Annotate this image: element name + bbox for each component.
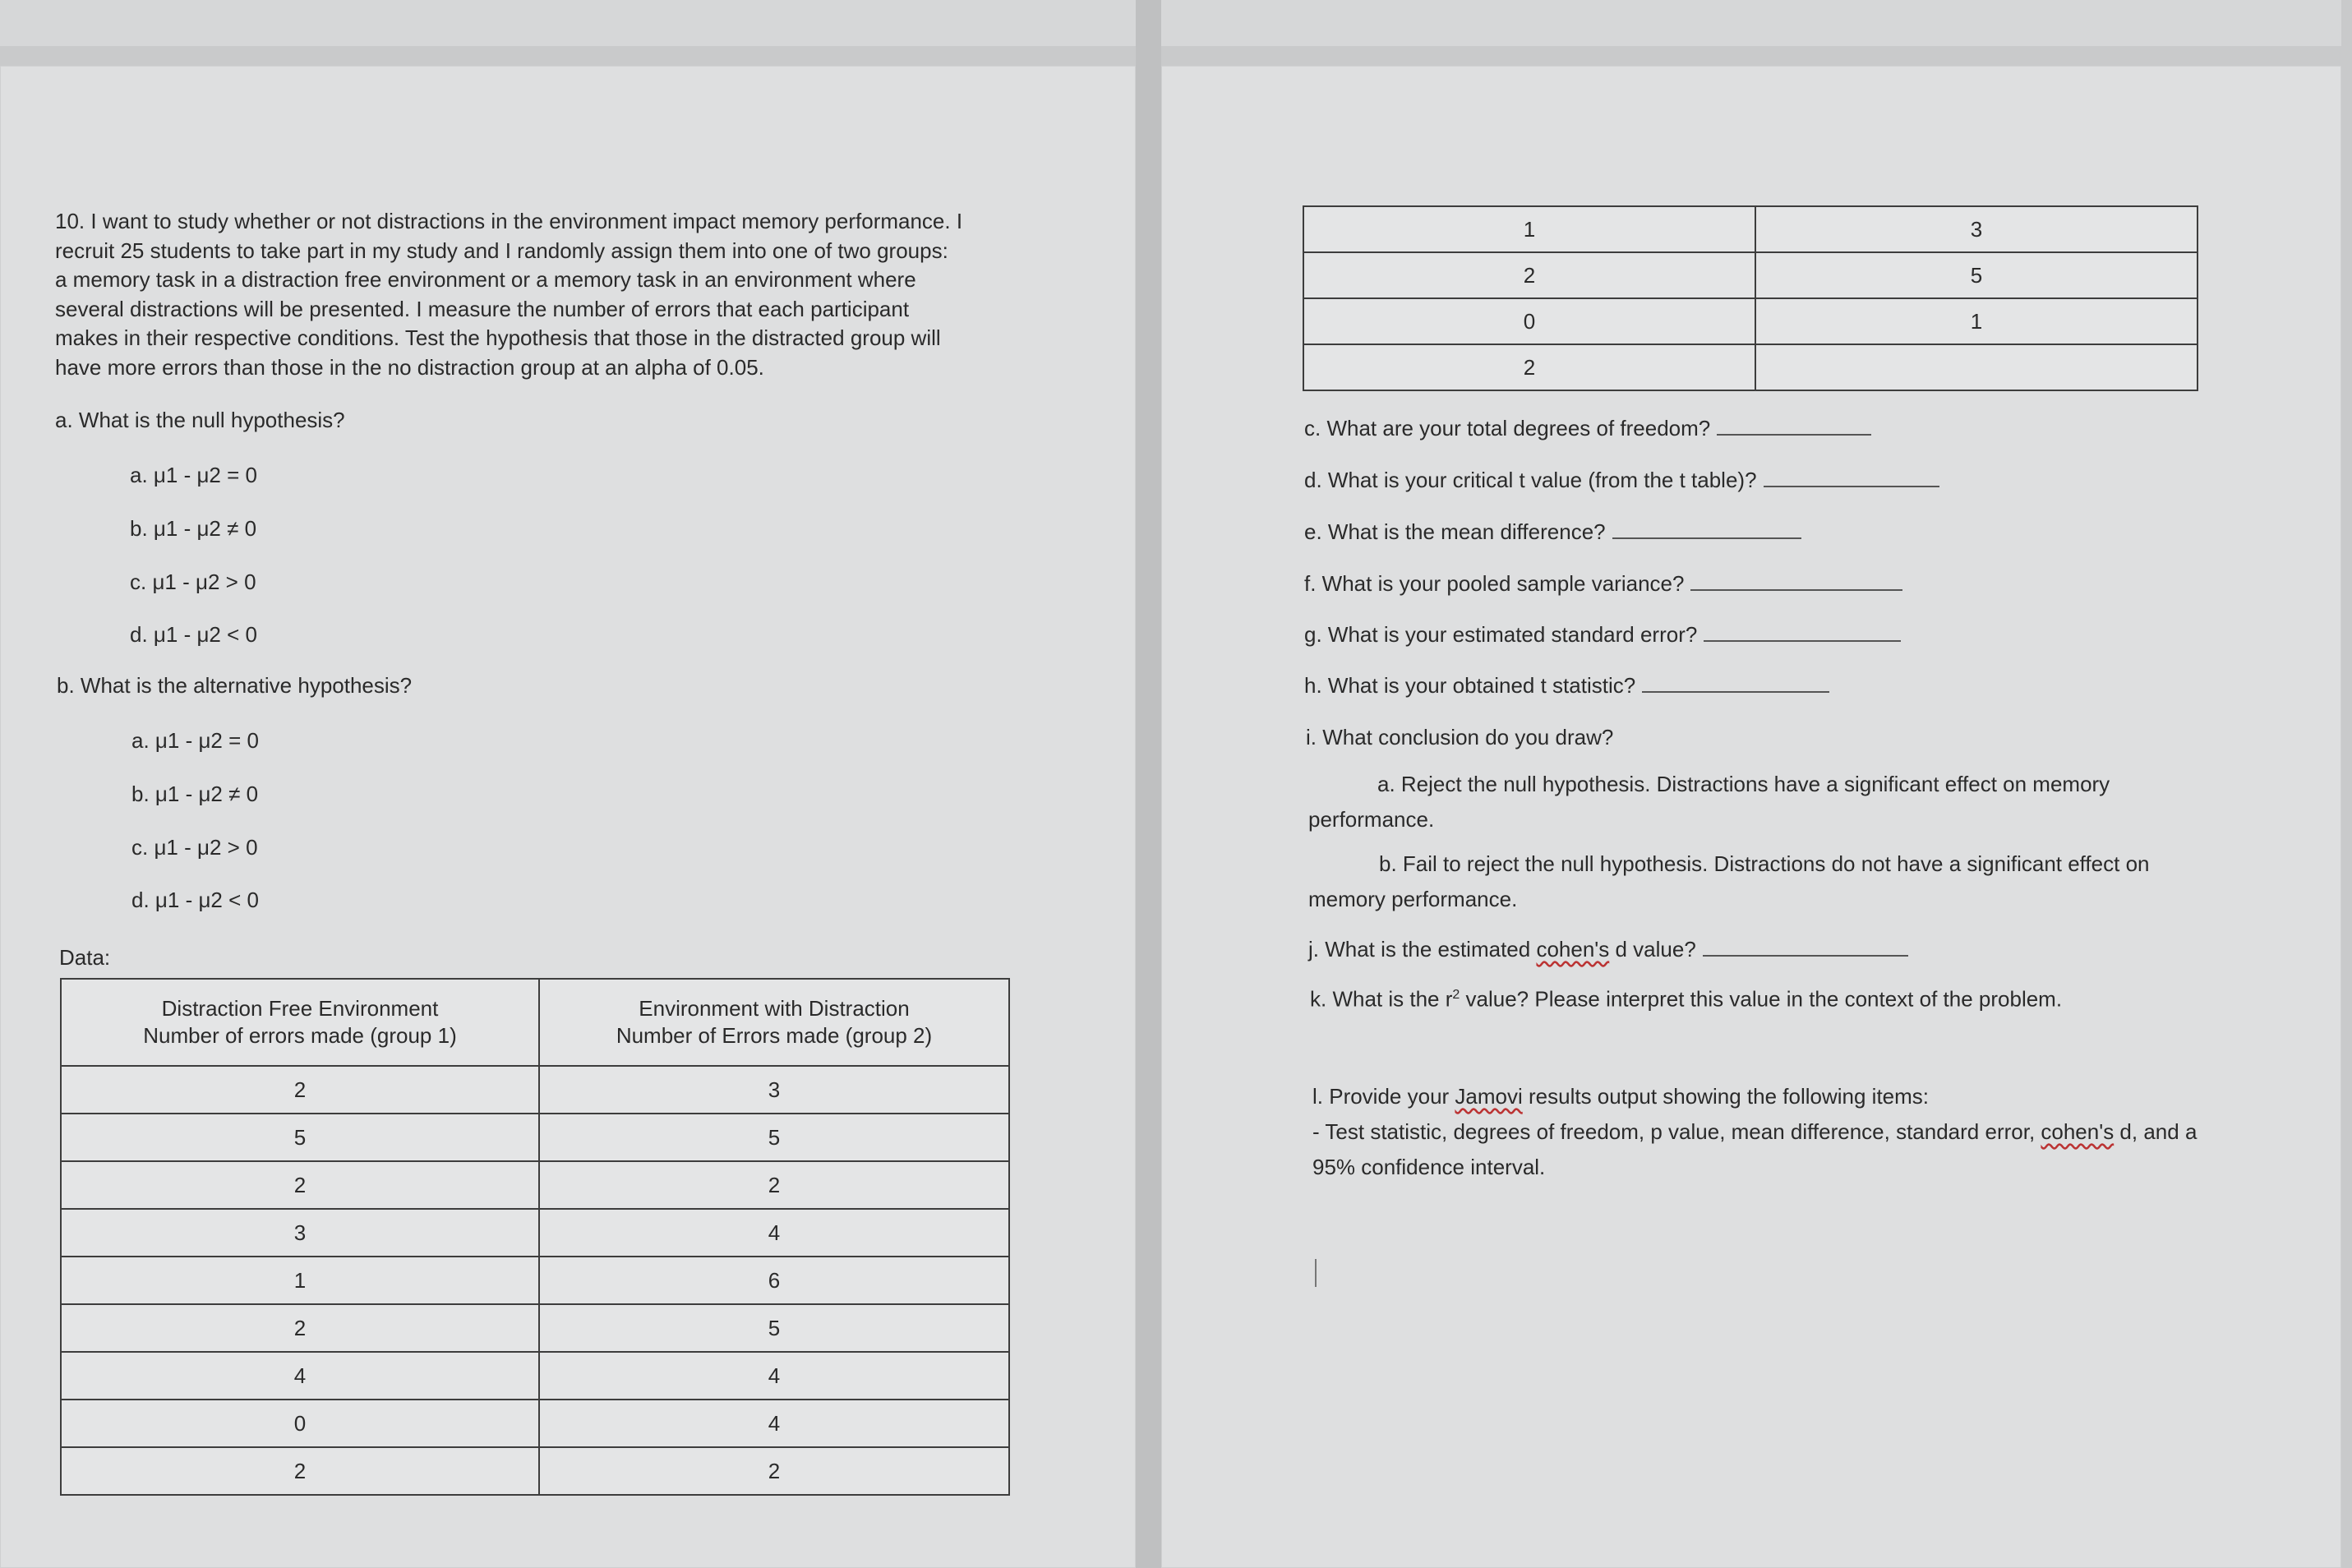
question-k-text: k. What is the r <box>1310 986 1453 1012</box>
right-page <box>1161 66 2341 1568</box>
conclusion-option-b-cont: memory performance. <box>1308 887 1518 911</box>
question-j <box>1308 935 1908 964</box>
table-row <box>61 1304 1009 1352</box>
continued-data-table <box>1303 205 2198 391</box>
part-a-option[interactable]: d. μ1 - μ2 < 0 <box>130 622 257 647</box>
part-b-option[interactable]: b. μ1 - μ2 ≠ 0 <box>131 782 259 806</box>
data-table <box>60 978 1010 1496</box>
intro-line: 10. I want to study whether or not distractions in the environment impact memory performance. I <box>55 209 963 233</box>
header-line: Number of Errors made (group 2) <box>616 1023 933 1048</box>
intro-line: several distractions will be presented. I measure the number of errors that each participant <box>55 296 910 321</box>
spellcheck-word: cohen's <box>1536 937 1610 962</box>
question-g-text: g. What is your estimated standard error? <box>1304 622 1698 647</box>
question-k-text-end: value? Please interpret this value in the context of the problem. <box>1460 986 2063 1012</box>
table-row <box>1303 206 2198 252</box>
part-b-option[interactable]: d. μ1 - μ2 < 0 <box>131 888 259 912</box>
table-row <box>61 1209 1009 1257</box>
question-f-text: f. What is your pooled sample variance? <box>1304 571 1685 596</box>
table-row <box>61 1400 1009 1447</box>
group2-cell <box>1755 344 2198 390</box>
part-a-option[interactable]: c. μ1 - μ2 > 0 <box>130 570 256 594</box>
answer-blank-f[interactable] <box>1690 589 1902 591</box>
group2-cell: 5 <box>539 1114 1009 1161</box>
text-cursor <box>1315 1259 1317 1287</box>
question-k <box>1310 980 2062 1014</box>
table-row <box>61 1352 1009 1400</box>
group2-cell: 3 <box>539 1066 1009 1114</box>
question-l-line2 <box>1312 1118 2197 1146</box>
group1-cell: 5 <box>61 1114 539 1161</box>
group2-cell: 5 <box>1755 252 2198 298</box>
question-d <box>1304 466 1939 495</box>
table-row <box>61 1114 1009 1161</box>
group1-cell: 4 <box>61 1352 539 1400</box>
group1-cell: 2 <box>61 1304 539 1352</box>
question-d-text: d. What is your critical t value (from the t table)? <box>1304 468 1757 492</box>
answer-blank-g[interactable] <box>1704 640 1901 642</box>
group2-cell: 4 <box>539 1400 1009 1447</box>
group2-cell: 5 <box>539 1304 1009 1352</box>
header-line: Environment with Distraction <box>639 996 910 1021</box>
answer-blank-j[interactable] <box>1703 955 1908 957</box>
question-l-text-end: results output showing the following items: <box>1522 1084 1930 1109</box>
question-intro <box>55 207 962 382</box>
group1-cell: 1 <box>61 1257 539 1304</box>
table-row <box>61 1066 1009 1114</box>
intro-line: recruit 25 students to take part in my study and I randomly assign them into one of two groups: <box>55 238 948 263</box>
question-l-line3: 95% confidence interval. <box>1312 1155 1546 1179</box>
question-j-text: j. What is the estimated <box>1308 937 1537 962</box>
header-line: Distraction Free Environment <box>161 996 439 1021</box>
group2-cell: 4 <box>539 1352 1009 1400</box>
group1-cell: 0 <box>61 1400 539 1447</box>
group1-header <box>61 979 539 1066</box>
table-row <box>61 1447 1009 1495</box>
answer-blank-d[interactable] <box>1764 486 1939 487</box>
superscript: 2 <box>1452 988 1460 1002</box>
data-label: Data: <box>59 945 111 970</box>
part-a-option[interactable]: b. μ1 - μ2 ≠ 0 <box>130 516 257 541</box>
table-header-row <box>61 979 1009 1066</box>
table-row <box>61 1257 1009 1304</box>
left-page <box>0 66 1136 1568</box>
group1-cell: 3 <box>61 1209 539 1257</box>
question-l-text: l. Provide your <box>1312 1084 1455 1109</box>
table-row <box>61 1161 1009 1209</box>
intro-line: have more errors than those in the no distraction group at an alpha of 0.05. <box>55 354 764 380</box>
conclusion-option-a[interactable]: a. Reject the null hypothesis. Distractions have a significant effect on memory <box>1377 772 2110 796</box>
question-g <box>1304 620 1901 649</box>
part-b-prompt: b. What is the alternative hypothesis? <box>57 673 413 698</box>
question-l-line2-text: - Test statistic, degrees of freedom, p value, mean difference, standard error, <box>1312 1119 2041 1144</box>
page-gutter <box>1136 0 1161 1568</box>
intro-line: makes in their respective conditions. Test the hypothesis that those in the distracted group will <box>55 325 941 350</box>
question-f <box>1304 570 1902 598</box>
question-h <box>1304 671 1829 700</box>
table-row <box>1303 252 2198 298</box>
question-i: i. What conclusion do you draw? <box>1306 725 1614 749</box>
part-a-prompt: a. What is the null hypothesis? <box>55 408 345 432</box>
group2-cell: 3 <box>1755 206 2198 252</box>
table-row <box>1303 344 2198 390</box>
spellcheck-word: Jamovi <box>1455 1084 1523 1109</box>
group1-cell: 2 <box>1303 252 1755 298</box>
group1-cell: 2 <box>61 1447 539 1495</box>
intro-line: a memory task in a distraction free environment or a memory task in an environment where <box>55 267 916 292</box>
group1-cell: 2 <box>61 1161 539 1209</box>
group2-cell: 1 <box>1755 298 2198 344</box>
group1-cell: 2 <box>61 1066 539 1114</box>
part-b-option[interactable]: a. μ1 - μ2 = 0 <box>131 728 259 753</box>
group2-cell: 6 <box>539 1257 1009 1304</box>
question-e <box>1304 518 1801 546</box>
group1-cell: 2 <box>1303 344 1755 390</box>
conclusion-option-a-cont: performance. <box>1308 807 1435 832</box>
top-strip-left <box>0 0 1136 46</box>
group2-cell: 4 <box>539 1209 1009 1257</box>
part-b-option[interactable]: c. μ1 - μ2 > 0 <box>131 835 258 860</box>
conclusion-option-b[interactable]: b. Fail to reject the null hypothesis. Distractions do not have a significant effect on <box>1379 851 2150 876</box>
question-l-line2-end: d, and a <box>2114 1119 2198 1144</box>
header-line: Number of errors made (group 1) <box>143 1023 457 1048</box>
question-j-text-end: d value? <box>1609 937 1696 962</box>
answer-blank-c[interactable] <box>1717 434 1871 436</box>
question-c-text: c. What are your total degrees of freedom? <box>1304 416 1711 440</box>
spellcheck-word: cohen's <box>2041 1119 2114 1144</box>
group2-cell: 2 <box>539 1447 1009 1495</box>
group1-cell: 0 <box>1303 298 1755 344</box>
group1-cell: 1 <box>1303 206 1755 252</box>
top-strip-right <box>1161 0 2341 46</box>
question-c <box>1304 414 1871 443</box>
question-l <box>1312 1082 1929 1111</box>
table-row <box>1303 298 2198 344</box>
answer-blank-h[interactable] <box>1642 691 1829 693</box>
part-a-option[interactable]: a. μ1 - μ2 = 0 <box>130 463 257 487</box>
group2-header <box>539 979 1009 1066</box>
question-h-text: h. What is your obtained t statistic? <box>1304 673 1636 698</box>
question-e-text: e. What is the mean difference? <box>1304 519 1606 544</box>
answer-blank-e[interactable] <box>1612 537 1801 539</box>
group2-cell: 2 <box>539 1161 1009 1209</box>
